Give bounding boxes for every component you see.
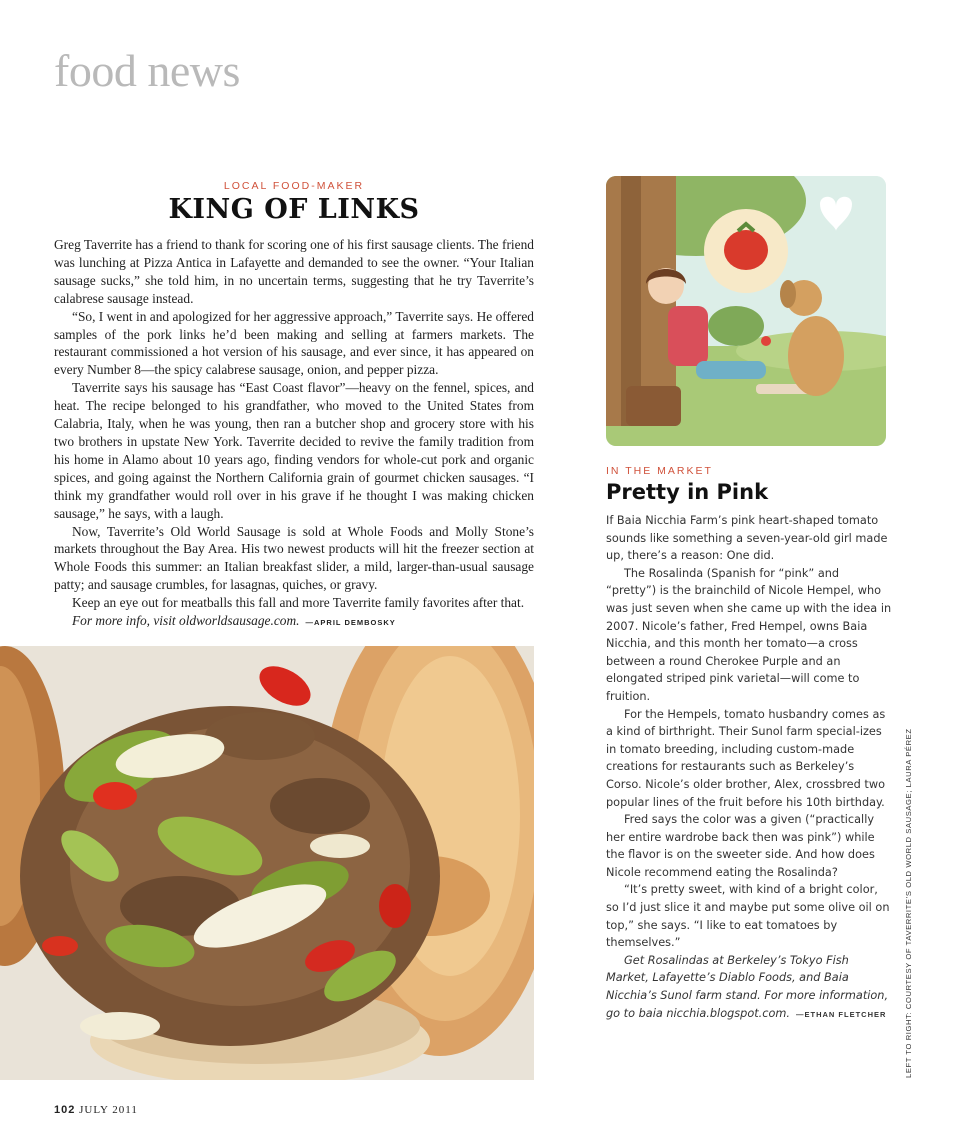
right-article-body [606,512,892,1023]
section-title: food news [54,45,240,96]
girl-and-dog-illustration [606,176,886,446]
right-paragraph: “It’s pretty sweet, with kind of a bright color, so I’d just slice it and maybe put some olive oil on top,” she says. “I like to eat tomatoes by themselves.” [606,883,890,950]
right-closing-text: Get Rosalindas at Berkeley’s Tokyo Fish Market, Lafayette’s Diablo Foods, and Baia Nicchia’s Sunol farm stand. For more information, go to baia nicchia.blogspot.com. [606,953,889,1020]
right-article-headline: Pretty in Pink [606,480,769,504]
photo-credit: LEFT TO RIGHT: COURTESY OF TAVERRITE’S OLD WORLD SAUSAGE; LAURA PÉREZ [904,728,913,1078]
right-paragraph: For the Hempels, tomato husbandry comes as a kind of birthright. Their Sunol farm special-izes in tomato breeding, including custom-made creations for restaurants such as Berkeley’s Corso. Nicole’s older brother, Alex, crossbred two popular lines of the fruit before his 10th birthday. [606,707,886,809]
left-paragraph: Greg Taverrite has a friend to thank for scoring one of his first sausage clients. The friend was lunching at Pizza Antica in Lafayette and demanded to see the owner. “Your Italian sausage sucks,” she told him, in no uncertain terms, suggesting that he try Taverrite’s calabrese sausage instead. [54,237,534,306]
right-article-kicker: IN THE MARKET [606,465,713,477]
right-byline: —ETHAN FLETCHER [795,1009,887,1019]
issue-date: JULY 2011 [79,1104,138,1116]
left-more-info [54,612,534,632]
left-paragraph: Taverrite says his sausage has “East Coast flavor”—heavy on the fennel, spices, and heat. The recipe belonged to his grandfather, who moved to the United States from Calabria, Italy, when he was young, then ran a butcher shop and grocery store with his two brothers in upstate New York. Taverrite decided to revive the family tradition from his home in Alamo about 10 years ago, finding vendors for whole-cut pork and organic spices, and going against the Northern California grain of gourmet chicken sausages. “I think my grandfather would roll over in his grave if he thought I was making chicken sausage,” he says, with a laugh. [54,380,534,521]
left-paragraph: Now, Taverrite’s Old World Sausage is sold at Whole Foods and Molly Stone’s markets throughout the Bay Area. His two newest products will hit the freezer section at Whole Foods this summer: an Italian breakfast slider, a mild, larger-than-usual sausage patty; and sausage crumbles, for lasagnas, quiches, or gravy. [54,523,534,593]
left-paragraph: “So, I went in and apologized for her aggressive approach,” Taverrite says. He offered samples of the pork links he’d been making and selling at farmers markets. The restaurant commissioned a hot version of his sausage, and ever since, it has appeared on every Number 8—the spicy calabrese sausage, onion, and pepper pizza. [54,308,534,378]
sausage-sandwich-image [0,646,534,1080]
left-byline: —APRIL DEMBOSKY [305,618,396,628]
right-paragraph: Fred says the color was a given (“practically her entire wardrobe back then was pink”) while the flavor is on the sweeter side. And how does Nicole recommend eating the Rosalinda? [606,813,875,879]
right-closing [606,952,892,1023]
left-article-body [54,236,534,632]
left-more-info-text: For more info, visit oldworldsausage.com. [72,613,300,629]
left-article-kicker: LOCAL FOOD-MAKER [223,180,365,192]
page-folio [54,1104,138,1116]
left-paragraph: Keep an eye out for meatballs this fall and more Taverrite family favorites after that. [72,595,525,611]
right-paragraph: The Rosalinda (Spanish for “pink” and “pretty”) is the brainchild of Nicole Hempel, who was just seven when she came up with the idea in 2007. Nicole’s father, Fred Hempel, owns Baia Nicchia, and this month her tomato—a cross between a round Cherokee Purple and an elongated striped pink varietal—will come to fruition. [606,566,892,703]
right-paragraph: If Baia Nicchia Farm’s pink heart-shaped tomato sounds like something a seven-year-old girl made up, there’s a reason: One did. [606,514,888,563]
sausage-sandwich-photo [0,646,534,1080]
page-number: 102 [54,1104,76,1116]
tomato-dream-illustration [606,176,886,446]
left-article-headline: KING OF LINKS [168,194,420,225]
